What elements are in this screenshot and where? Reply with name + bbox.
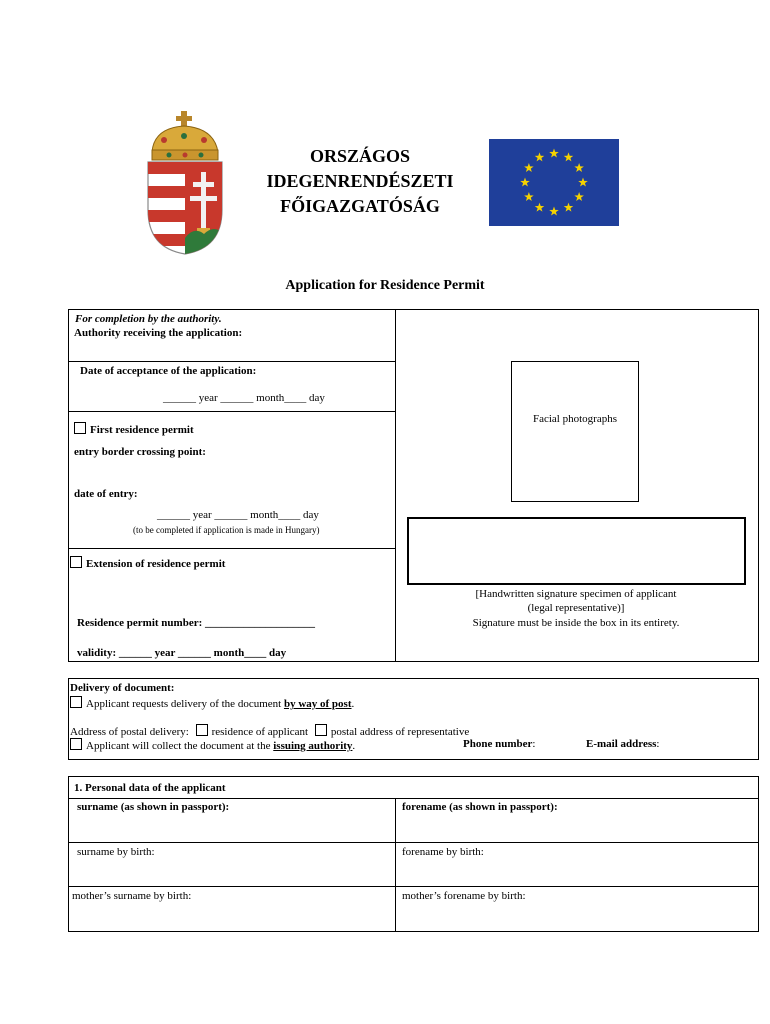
personal-data-title: 1. Personal data of the applicant xyxy=(74,782,226,794)
validity-label: validity: ______ year ______ month____ day xyxy=(77,647,287,659)
mother-surname-field[interactable]: mother’s surname by birth: xyxy=(72,890,192,902)
forename-passport-field[interactable]: forename (as shown in passport): xyxy=(402,801,558,813)
representative-address-label: postal address of representative xyxy=(330,726,470,738)
delivery-by-post-option[interactable] xyxy=(70,696,354,710)
mother-forename-field[interactable]: mother’s forename by birth: xyxy=(402,890,526,902)
delivery-by-post-checkbox[interactable] xyxy=(70,696,82,708)
entry-date-label: date of entry: xyxy=(74,488,138,500)
first-permit-row-divider xyxy=(68,548,395,549)
top-box-border-bottom xyxy=(68,661,759,662)
acceptance-row-divider xyxy=(68,411,395,412)
receiving-authority-label: Authority receiving the application: xyxy=(74,327,243,339)
personal-title-divider xyxy=(68,798,759,799)
residence-of-applicant-label: residence of applicant xyxy=(211,726,309,738)
representative-address-checkbox[interactable] xyxy=(315,724,327,736)
entry-border-label: entry border crossing point: xyxy=(74,446,206,458)
signature-instruction-1: [Handwritten signature specimen of applicant xyxy=(475,588,677,600)
delivery-by-post-text: Applicant requests delivery of the document xyxy=(86,698,284,710)
personal-row-divider-2 xyxy=(68,886,759,887)
first-residence-permit-option[interactable] xyxy=(74,422,194,436)
collect-at-authority-text: Applicant will collect the document at the xyxy=(86,740,274,752)
personal-row-divider-1 xyxy=(68,842,759,843)
agency-name-line-1: ORSZÁGOS xyxy=(309,146,411,166)
top-box-border-right xyxy=(758,309,759,662)
email-address-colon: : xyxy=(656,738,660,750)
delivery-title: Delivery of document: xyxy=(70,682,175,694)
form-title: Application for Residence Permit xyxy=(285,278,485,293)
first-residence-permit-label: First residence permit xyxy=(90,424,194,436)
authority-row-divider xyxy=(68,361,395,362)
extension-label: Extension of residence permit xyxy=(86,558,226,570)
forename-birth-field[interactable]: forename by birth: xyxy=(402,846,484,858)
phone-number-label: Phone number xyxy=(463,738,533,750)
personal-column-divider xyxy=(395,798,396,932)
hungarian-coat-of-arms-icon xyxy=(144,110,226,256)
photo-label: Facial photographs xyxy=(532,413,617,425)
signature-instruction-3: Signature must be inside the box in its entirety. xyxy=(472,617,680,629)
postal-address-row xyxy=(70,724,469,738)
extension-checkbox[interactable] xyxy=(70,556,82,568)
collect-at-authority-option[interactable] xyxy=(70,738,355,752)
email-address-field[interactable] xyxy=(586,738,659,750)
agency-name-line-2: IDEGENRENDÉSZETI xyxy=(266,171,454,191)
entry-date-field[interactable]: ______ year ______ month____ day xyxy=(157,509,319,521)
signature-box[interactable] xyxy=(407,517,746,585)
top-box-divider xyxy=(395,309,396,662)
authority-note: For completion by the authority. xyxy=(75,313,222,325)
delivery-by-post-period: . xyxy=(351,698,355,710)
entry-date-note: (to be completed if application is made in Hungary) xyxy=(133,525,320,535)
phone-number-colon: : xyxy=(532,738,536,750)
photo-box[interactable] xyxy=(511,361,639,502)
permit-number-field[interactable]: Residence permit number: ____________________ xyxy=(77,617,316,629)
top-box-border-top xyxy=(68,309,759,310)
issuing-authority-text: issuing authority xyxy=(273,740,353,752)
phone-number-field[interactable] xyxy=(463,738,535,750)
acceptance-date-label: Date of acceptance of the application: xyxy=(80,365,257,377)
signature-instruction-2: (legal representative)] xyxy=(527,602,625,614)
extension-option[interactable] xyxy=(70,556,225,570)
collect-at-authority-period: . xyxy=(352,740,356,752)
surname-birth-field[interactable]: surname by birth: xyxy=(77,846,155,858)
validity-field[interactable] xyxy=(77,647,286,659)
agency-name-line-3: FŐIGAZGATÓSÁG xyxy=(280,196,440,216)
postal-address-label: Address of postal delivery: xyxy=(70,726,189,738)
eu-flag-icon xyxy=(489,139,619,226)
surname-passport-field[interactable]: surname (as shown in passport): xyxy=(77,801,230,813)
email-address-label: E-mail address xyxy=(586,738,657,750)
residence-of-applicant-checkbox[interactable] xyxy=(196,724,208,736)
by-way-of-post-text: by way of post xyxy=(283,698,352,710)
first-residence-permit-checkbox[interactable] xyxy=(74,422,86,434)
collect-at-authority-checkbox[interactable] xyxy=(70,738,82,750)
acceptance-date-field[interactable]: ______ year ______ month____ day xyxy=(163,392,325,404)
